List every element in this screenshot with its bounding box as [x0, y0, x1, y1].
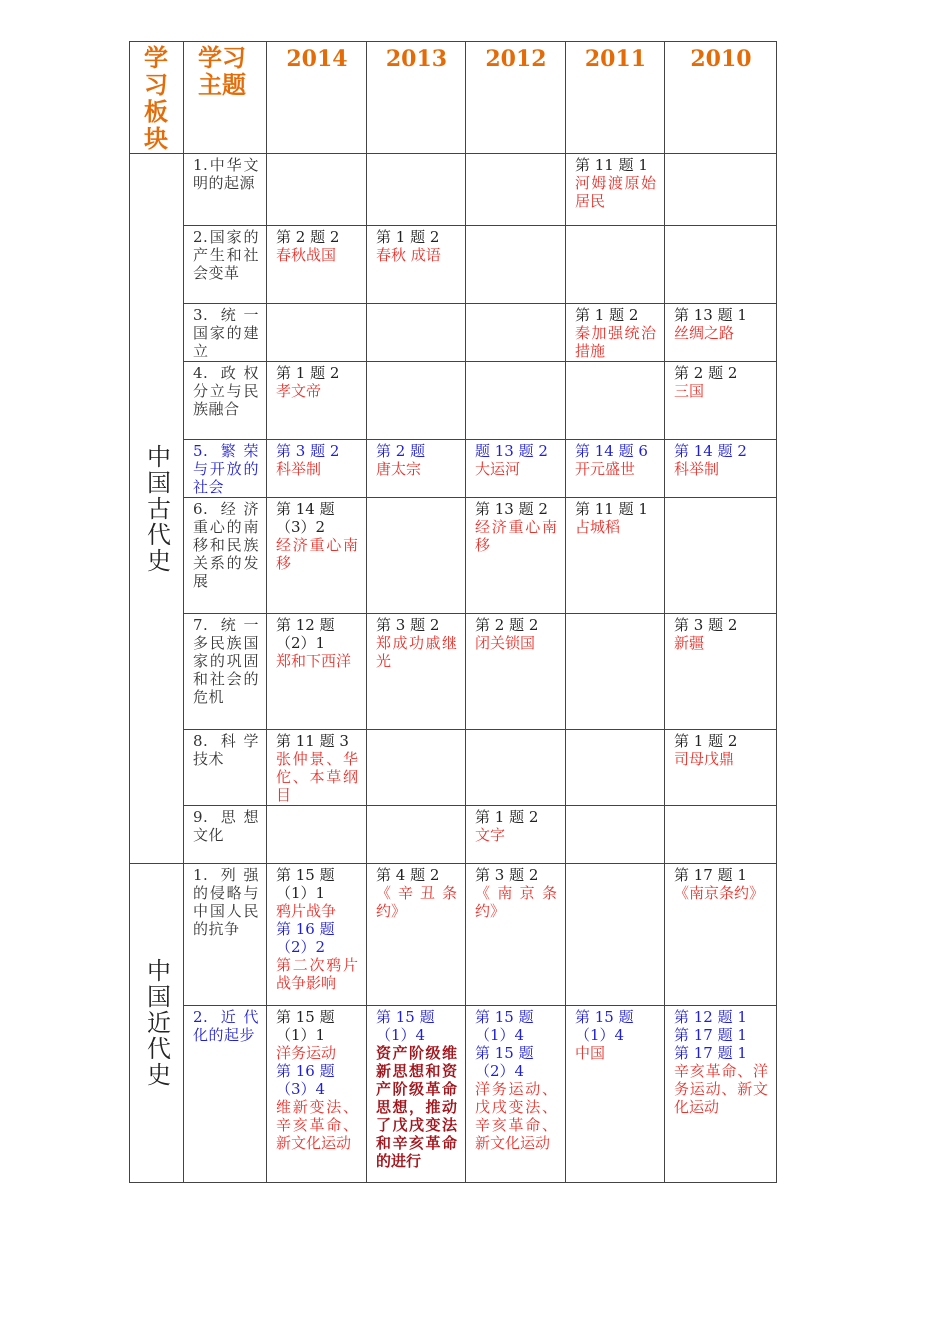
section-label: 中国古代史 [130, 154, 184, 864]
answer-topic: 孝文帝 [276, 382, 322, 400]
topic-cell [184, 440, 267, 498]
question-ref: 第 13 题 1 [674, 306, 747, 324]
year-cell [466, 226, 566, 304]
year-cell [466, 498, 566, 614]
year-cell [466, 304, 566, 362]
topic-cell [184, 226, 267, 304]
answer-topic: 司母戊鼎 [674, 750, 735, 768]
question-ref: 第 14 题 6 [575, 442, 648, 460]
topic-cell [184, 806, 267, 864]
question-ref: 第 15 题（1）4 [376, 1008, 435, 1044]
question-ref: 第 1 题 2 [475, 808, 539, 826]
year-cell [466, 614, 566, 730]
answer-topic: 中国 [575, 1044, 606, 1062]
year-cell [267, 498, 367, 614]
answer-topic: 科举制 [674, 460, 720, 478]
question-ref: 第 15 题（1）4 [475, 1008, 534, 1044]
year-cell [367, 304, 466, 362]
table-row [130, 304, 777, 362]
header-label: 学习板块 [144, 43, 168, 153]
exam-topic-table [129, 41, 777, 1183]
topic-label: 1. 列强的侵略与中国人民的抗争 [193, 866, 259, 938]
header-label: 学习主题 [198, 43, 246, 99]
topic-label: 9. 思想文化 [193, 808, 259, 844]
question-ref: 第 17 题 1 [674, 1044, 747, 1062]
table-row [130, 440, 777, 498]
year-cell [466, 362, 566, 440]
table-row [130, 730, 777, 806]
question-ref: 第 13 题 2 [475, 500, 548, 518]
topic-cell [184, 362, 267, 440]
topic-label: 2. 近代化的起步 [193, 1008, 259, 1044]
year-cell [665, 440, 777, 498]
table-row [130, 498, 777, 614]
year-cell [367, 362, 466, 440]
year-cell [566, 864, 665, 1006]
year-cell [665, 362, 777, 440]
answer-topic: 辛亥革命、洋务运动、新文化运动 [674, 1062, 768, 1116]
year-cell [267, 440, 367, 498]
year-cell [367, 864, 466, 1006]
question-ref: 第 3 题 2 [475, 866, 539, 884]
answer-topic: 闭关锁国 [475, 634, 536, 652]
topic-cell [184, 498, 267, 614]
question-ref: 第 1 题 2 [674, 732, 738, 750]
year-cell [566, 154, 665, 226]
year-cell [566, 226, 665, 304]
year-cell [566, 498, 665, 614]
answer-topic: 春秋 成语 [376, 246, 441, 264]
year-cell [367, 498, 466, 614]
topic-label: 1.中华文明的起源 [193, 156, 259, 192]
year-cell [566, 440, 665, 498]
question-ref: 第 14 题 2 [674, 442, 747, 460]
question-ref: 第 12 题 1 [674, 1008, 747, 1026]
table-row [130, 806, 777, 864]
year-cell [367, 154, 466, 226]
exam-analysis-sheet [129, 41, 776, 1183]
year-cell [665, 1006, 777, 1183]
question-ref: 第 3 题 2 [376, 616, 440, 634]
year-cell [566, 614, 665, 730]
answer-topic: 《南京条约》 [674, 884, 765, 902]
header-year: 2011 [566, 42, 665, 154]
question-ref: 第 2 题 [376, 442, 426, 460]
answer-topic: 鸦片战争 [276, 902, 337, 920]
year-cell [267, 806, 367, 864]
topic-label: 6. 经济重心的南移和民族关系的发展 [193, 500, 259, 590]
question-ref: 第 11 题 1 [575, 156, 648, 174]
question-ref: 第 14 题（3）2 [276, 500, 335, 536]
year-cell [367, 806, 466, 864]
header-year: 2010 [665, 42, 777, 154]
year-cell [665, 154, 777, 226]
answer-topic: 丝绸之路 [674, 324, 735, 342]
question-ref: 第 4 题 2 [376, 866, 440, 884]
question-ref: 第 16 题（2）2 [276, 920, 335, 956]
question-ref: 第 3 题 2 [276, 442, 340, 460]
header-theme [184, 42, 267, 154]
answer-topic: 资产阶级维新思想和资产阶级革命思想，推动了戊戌变法和辛亥革命的进行 [376, 1044, 457, 1170]
answer-topic: 《辛丑条约》 [376, 884, 457, 920]
year-cell [566, 1006, 665, 1183]
year-cell [566, 362, 665, 440]
answer-topic: 经济重心南移 [276, 536, 358, 572]
topic-cell [184, 614, 267, 730]
table-row [130, 614, 777, 730]
table-row [130, 362, 777, 440]
question-ref: 第 15 题（1）1 [276, 866, 335, 902]
header-year: 2013 [367, 42, 466, 154]
year-cell [466, 154, 566, 226]
answer-topic: 经济重心南移 [475, 518, 557, 554]
answer-topic: 开元盛世 [575, 460, 636, 478]
topic-label: 7. 统一多民族国家的巩固和社会的危机 [193, 616, 259, 706]
year-cell [566, 730, 665, 806]
answer-topic: 张仲景、华佗、本草纲目 [276, 750, 358, 804]
year-cell [466, 806, 566, 864]
topic-label: 2.国家的产生和社会变革 [193, 228, 259, 282]
answer-topic: 《南京条约》 [475, 884, 557, 920]
topic-cell [184, 304, 267, 362]
question-ref: 第 2 题 2 [674, 364, 738, 382]
answer-topic: 郑和下西洋 [276, 652, 352, 670]
answer-topic: 第二次鸦片战争影响 [276, 956, 358, 992]
year-cell [267, 1006, 367, 1183]
question-ref: 第 12 题（2）1 [276, 616, 335, 652]
header-block [130, 42, 184, 154]
table-row [130, 154, 777, 226]
answer-topic: 文字 [475, 826, 506, 844]
question-ref: 第 3 题 2 [674, 616, 738, 634]
year-cell [665, 226, 777, 304]
question-ref: 第 15 题（1）1 [276, 1008, 335, 1044]
year-cell [665, 614, 777, 730]
answer-topic: 河姆渡原始居民 [575, 174, 656, 210]
year-cell [665, 806, 777, 864]
header-year: 2012 [466, 42, 566, 154]
answer-topic: 春秋战国 [276, 246, 337, 264]
header-year: 2014 [267, 42, 367, 154]
topic-cell [184, 1006, 267, 1183]
answer-topic: 大运河 [475, 460, 521, 478]
question-ref: 第 16 题（3）4 [276, 1062, 335, 1098]
answer-topic: 郑成功戚继光 [376, 634, 457, 670]
topic-label: 3. 统一国家的建立 [193, 306, 259, 360]
answer-topic: 洋务运动、戊戌变法、辛亥革命、新文化运动 [475, 1080, 557, 1152]
question-ref: 第 17 题 1 [674, 866, 747, 884]
table-row [130, 226, 777, 304]
question-ref: 第 15 题（1）4 [575, 1008, 634, 1044]
table-row [130, 1006, 777, 1183]
question-ref: 第 15 题（2）4 [475, 1044, 534, 1080]
topic-label: 5. 繁荣与开放的社会 [193, 442, 259, 496]
question-ref: 第 17 题 1 [674, 1026, 747, 1044]
answer-topic: 唐太宗 [376, 460, 422, 478]
year-cell [466, 440, 566, 498]
year-cell [566, 304, 665, 362]
topic-label: 4. 政权分立与民族融合 [193, 364, 259, 418]
question-ref: 第 11 题 3 [276, 732, 349, 750]
year-cell [665, 730, 777, 806]
year-cell [267, 362, 367, 440]
section-label: 中国近代史 [130, 864, 184, 1183]
question-ref: 第 1 题 2 [575, 306, 639, 324]
year-cell [267, 154, 367, 226]
answer-topic: 三国 [674, 382, 705, 400]
answer-topic: 占城稻 [575, 518, 621, 536]
topic-cell [184, 864, 267, 1006]
year-cell [367, 730, 466, 806]
table-row [130, 864, 777, 1006]
year-cell [665, 304, 777, 362]
year-cell [267, 864, 367, 1006]
question-ref: 第 1 题 2 [376, 228, 440, 246]
question-ref: 第 2 题 2 [276, 228, 340, 246]
answer-topic: 新疆 [674, 634, 705, 652]
year-cell [367, 1006, 466, 1183]
answer-topic: 秦加强统治措施 [575, 324, 656, 360]
topic-label: 8. 科学技术 [193, 732, 259, 768]
year-cell [267, 614, 367, 730]
topic-cell [184, 730, 267, 806]
table-body [130, 154, 777, 1183]
year-cell [367, 614, 466, 730]
year-cell [466, 864, 566, 1006]
year-cell [466, 1006, 566, 1183]
question-ref: 第 11 题 1 [575, 500, 648, 518]
answer-topic: 洋务运动 [276, 1044, 337, 1062]
answer-topic: 科举制 [276, 460, 322, 478]
header-row [130, 42, 777, 154]
year-cell [665, 498, 777, 614]
year-cell [367, 440, 466, 498]
answer-topic: 维新变法、辛亥革命、新文化运动 [276, 1098, 358, 1152]
question-ref: 题 13 题 2 [475, 442, 548, 460]
year-cell [267, 226, 367, 304]
year-cell [566, 806, 665, 864]
year-cell [267, 304, 367, 362]
year-cell [466, 730, 566, 806]
question-ref: 第 1 题 2 [276, 364, 340, 382]
year-cell [367, 226, 466, 304]
year-cell [665, 864, 777, 1006]
year-cell [267, 730, 367, 806]
question-ref: 第 2 题 2 [475, 616, 539, 634]
topic-cell [184, 154, 267, 226]
